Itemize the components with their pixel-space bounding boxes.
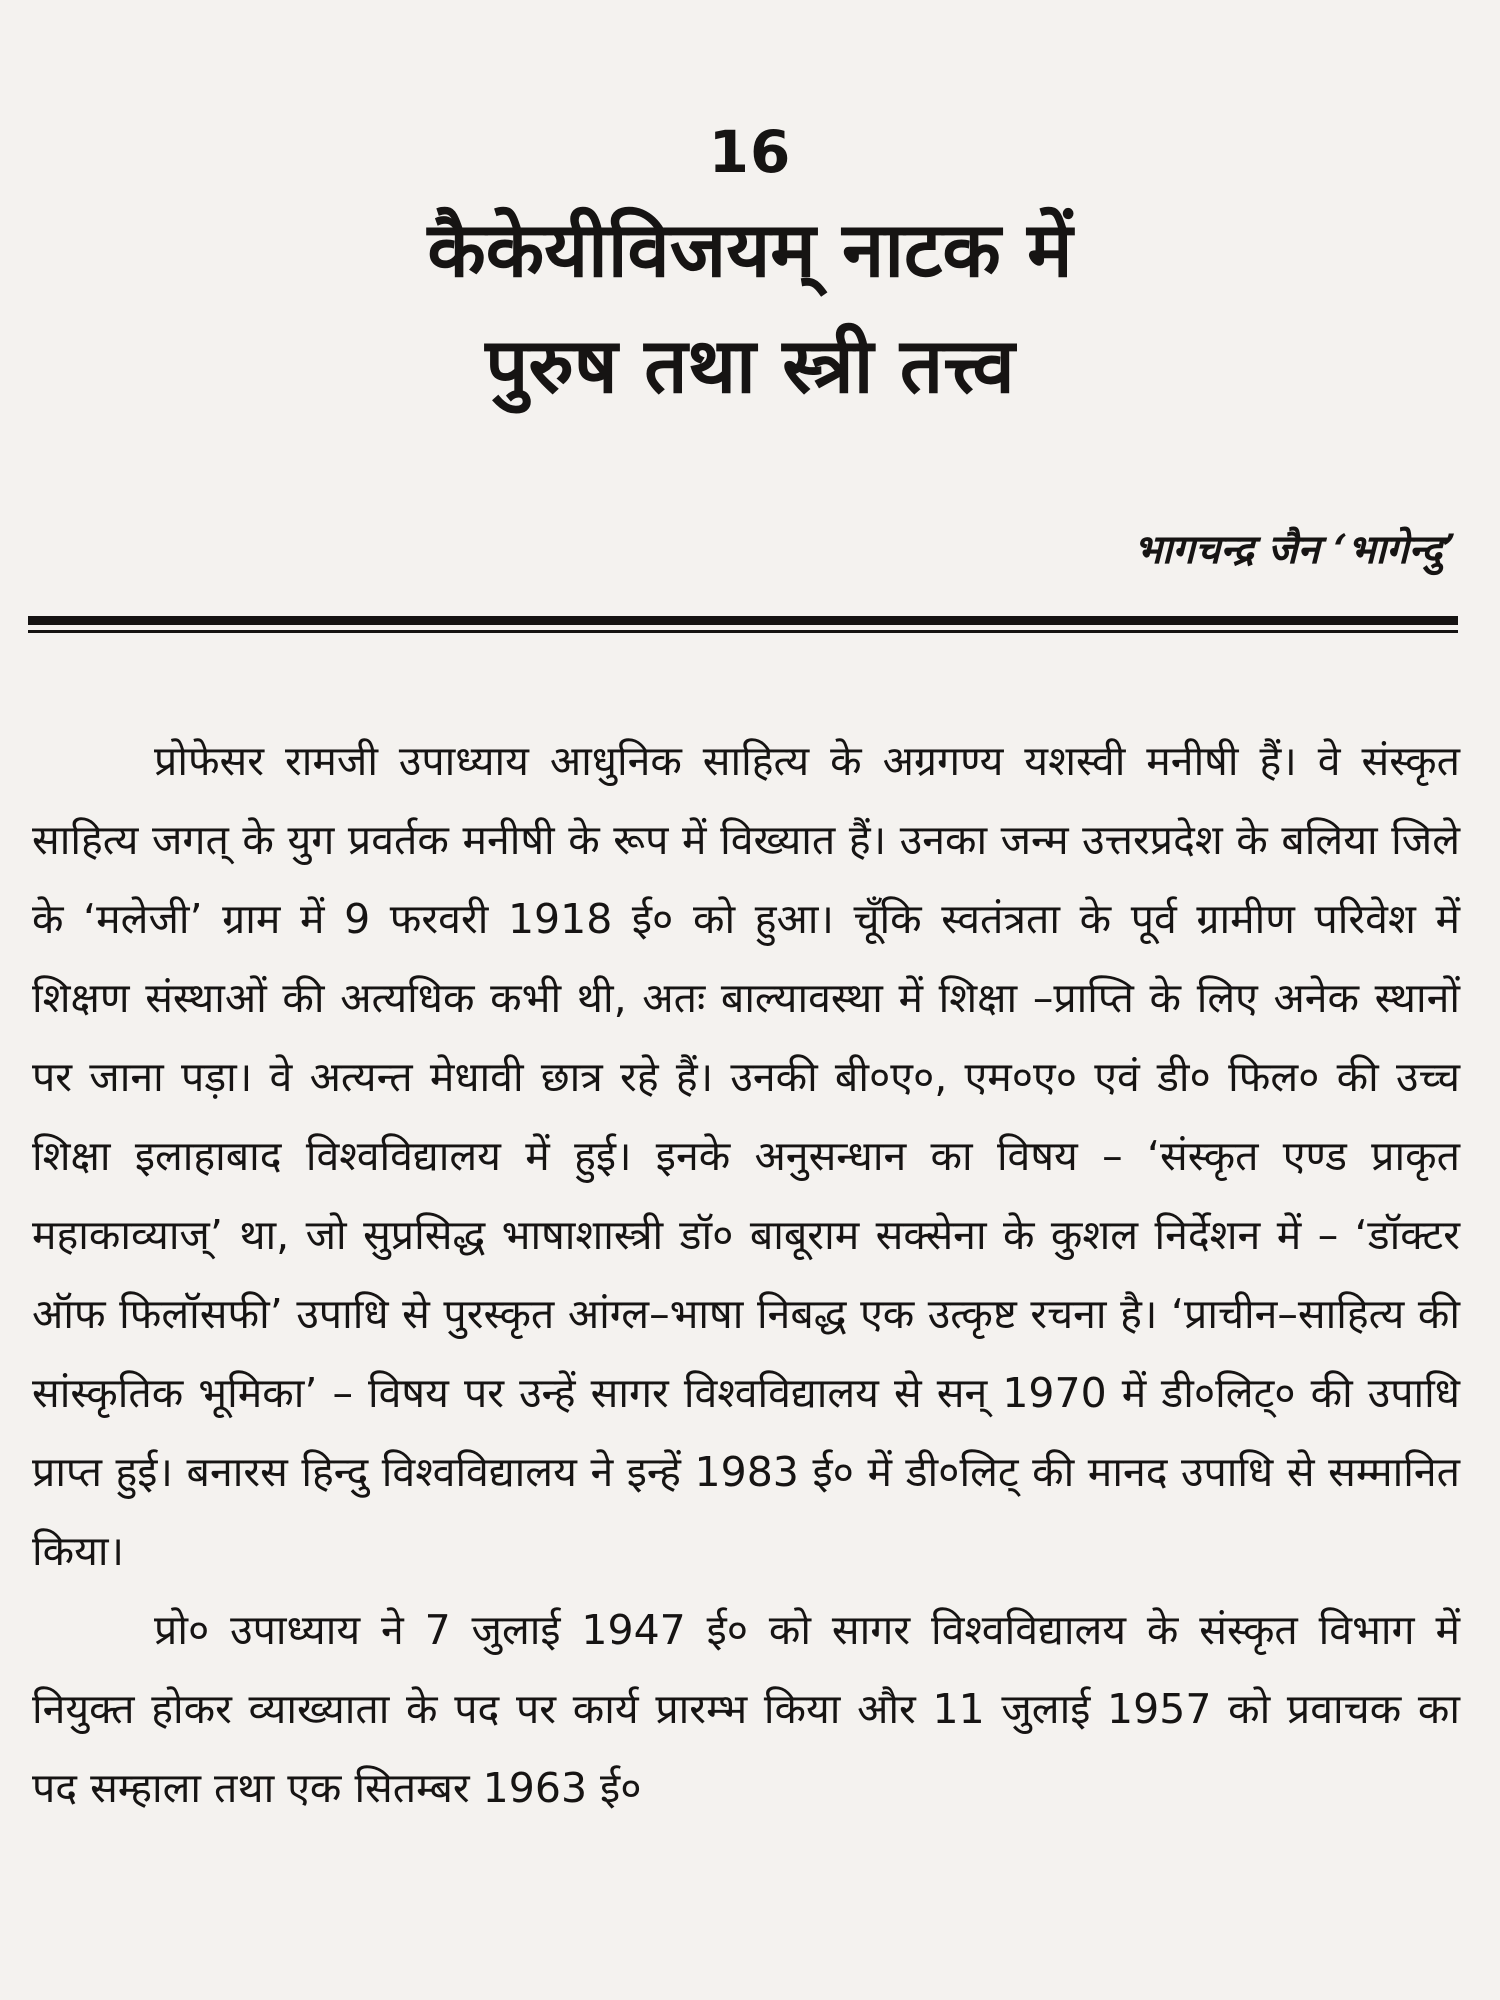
chapter-title-line-1: कैकेयीविजयम् नाटक में: [427, 205, 1073, 294]
paragraph-1: प्रोफेसर रामजी उपाध्याय आधुनिक साहित्य के अग्रगण्य यशस्वी मनीषी हैं। वे संस्कृत साहित्य जगत् के युग प्रवर्तक मनीषी के रूप में विख्यात हैं। उनका जन्म उत्तरप्रदेश के बलिया जिले के ‘मलेजी’ ग्राम में 9 फरवरी 1918 ई० को हुआ। चूँकि स्वतंत्रता के पूर्व ग्रामीण परिवेश में शिक्षण संस्थाओं की अत्यधिक कभी थी, अतः बाल्यावस्था में शिक्षा –प्राप्ति के लिए अनेक स्थानों पर जाना पड़ा। वे अत्यन्त मेधावी छात्र रहे हैं। उनकी बी०ए०, एम०ए० एवं डी० फिल० की उच्च शिक्षा इलाहाबाद विश्वविद्यालय में हुई। इनके अनुसन्धान का विषय – ‘संस्कृत एण्ड प्राकृत महाकाव्याज्’ था, जो सुप्रसिद्ध भाषाशास्त्री डॉ० बाबूराम सक्सेना के कुशल निर्देशन में – ‘डॉक्टर ऑफ फिलॉसफी’ उपाधि से पुरस्कृत आंग्ल–भाषा निबद्ध एक उत्कृष्ट रचना है। ‘प्राचीन–साहित्य की सांस्कृतिक भूमिका’ – विषय पर उन्हें सागर विश्वविद्यालय से सन् 1970 में डी०लिट्० की उपाधि प्राप्त हुई। बनारस हिन्दु विश्वविद्यालय ने इन्हें 1983 ई० में डी०लिट् की मानद उपाधि से सम्मानित किया।: [32, 737, 1460, 1575]
header-rule-thick: [28, 616, 1458, 625]
header-rule-thin: [28, 630, 1458, 633]
chapter-title: [0, 192, 1500, 424]
paragraph-2: प्रो० उपाध्याय ने 7 जुलाई 1947 ई० को सागर विश्वविद्यालय के संस्कृत विभाग में नियुक्त होकर व्याख्याता के पद पर कार्य प्रारम्भ किया और 11 जुलाई 1957 को प्रवाचक का पद सम्हाला तथा एक सितम्बर 1963 ई०: [32, 1606, 1460, 1812]
chapter-title-line-2: पुरुष तथा स्त्री तत्त्व: [485, 321, 1015, 410]
chapter-body: [32, 722, 1460, 1828]
chapter-number: 16: [708, 118, 792, 186]
author-name: भागचन्द्र जैन ‘भागेन्दु’: [1133, 526, 1456, 573]
